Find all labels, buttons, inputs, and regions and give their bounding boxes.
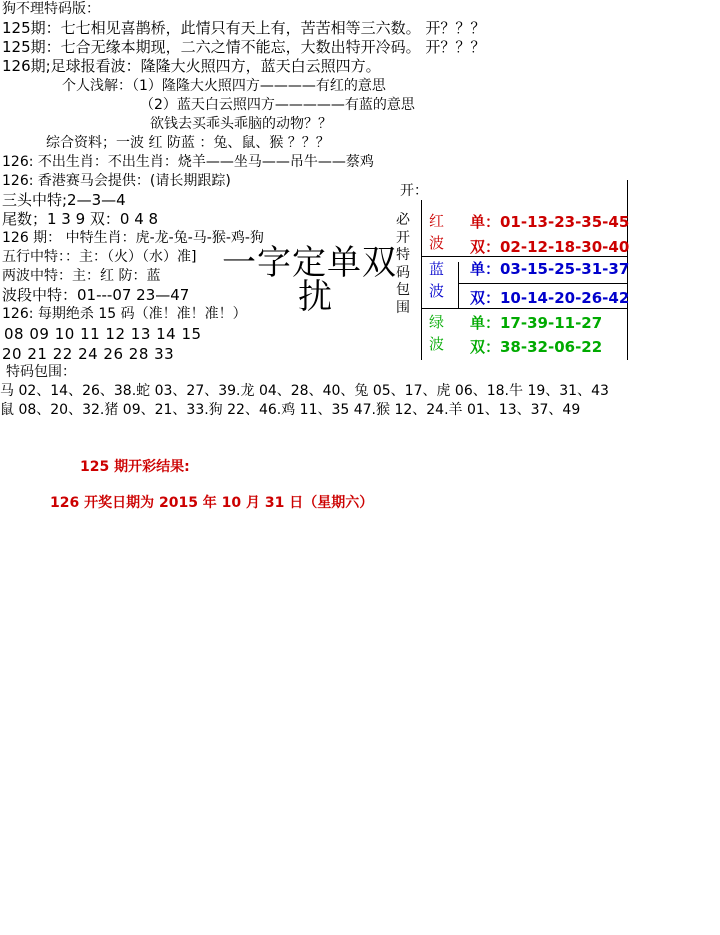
bands-line: 波段中特：01---07 23—47 (2, 286, 190, 304)
wuxing-line: 五行中特：：主：（火）（水）准] (2, 249, 197, 265)
table-hline-3 (421, 308, 627, 309)
result-heading: 125 期开彩结果: (80, 459, 190, 475)
no-zodiac-line: 126: 不出生肖：不出生肖：烧羊——坐马——吊牛——蔡鸡 (2, 154, 374, 170)
hk-line: 126: 香港赛马会提供：(请长期跟踪) (2, 173, 231, 189)
zodiac-line: 126 期： 中特生肖：虎-龙-兔-马-猴-鸡-狗 (2, 230, 264, 246)
baowei-line: 特码包围： (6, 364, 76, 380)
red-double-row: 双：02-12-18-30-40 (470, 238, 630, 256)
stamp-text: 一字定单双 (222, 243, 397, 283)
numbers-line-1: 08 09 10 11 12 13 14 15 (4, 325, 202, 343)
kill-line: 126: 每期绝杀 15 码（准！准！准！） (2, 306, 247, 322)
draw-date: 126 开奖日期为 2015 年 10 月 31 日（星期六） (50, 495, 374, 511)
vertical-label: 必开特码包围 (396, 212, 410, 316)
red-single-row: 单：01-13-23-35-45 (470, 213, 630, 231)
table-divider-inner (458, 262, 459, 308)
animals-line-2: 鼠 08、20、32.猪 09、21、33.狗 22、46.鸡 11、35 47.猴 12、24.羊 01、13、37、49 (0, 402, 581, 418)
green-wave-label: 绿波 (429, 313, 445, 353)
table-divider-left (421, 200, 422, 360)
numbers-line-2: 20 21 22 24 26 28 33 (2, 345, 175, 363)
table-hline-2 (458, 283, 627, 284)
question-line: 欲钱去买乖头乖脑的动物？？ (150, 116, 332, 132)
note-line-1: 个人浅解：（1）隆隆大火照四方————有红的意思 (62, 78, 386, 94)
head-line: 三头中特;2—3—4 (2, 191, 126, 209)
animals-line-1: 马 02、14、26、38.蛇 03、27、39.龙 04、28、40、兔 05、17、虎 06、18.牛 19、31、43 (0, 383, 609, 399)
green-double-row: 双：38-32-06-22 (470, 338, 603, 356)
blue-double-row: 双：10-14-20-26-42 (470, 289, 630, 307)
red-wave-label: 红波 (429, 212, 445, 252)
blue-single-row: 单：03-15-25-31-37 (470, 260, 630, 278)
blue-wave-label: 蓝波 (429, 260, 445, 300)
green-single-row: 单：17-39-11-27 (470, 314, 603, 332)
page-header: 狗不理特码版： (2, 1, 100, 17)
stamp-text-2: 扰 (298, 277, 333, 317)
summary-line: 综合资料；一波 红 防蓝 ：兔、鼠、猴 ？？？ (46, 135, 330, 151)
note-line-2: （2）蓝天白云照四方—————有蓝的意思 (140, 97, 415, 113)
two-wave-line: 两波中特：主：红 防：蓝 (2, 268, 161, 284)
tail-line: 尾数；1 3 9 双：0 4 8 (2, 210, 159, 228)
text-line-126: 126期;足球报看波：隆隆大火照四方，蓝天白云照四方。 (2, 57, 381, 75)
text-line-125b: 125期：七合无缘本期现，二六之情不能忘，大数出特开冷码。 开？？？ (2, 38, 486, 56)
open-label: 开： (400, 183, 428, 199)
text-line-125: 125期：七七相见喜鹊桥，此情只有天上有，苦苦相等三六数。 开？？？ (2, 19, 486, 37)
